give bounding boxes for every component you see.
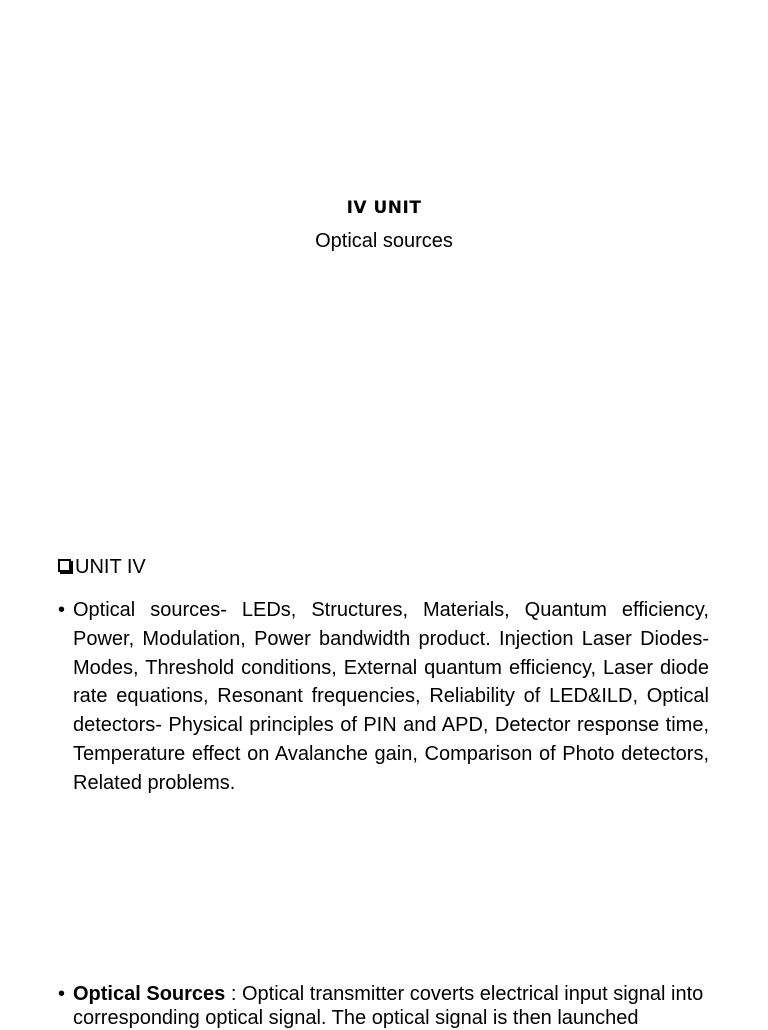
optical-sources-text: Optical transmitter coverts electrical input signal into corresponding optical signal. The optical signal is then launched <box>73 983 704 1029</box>
unit-heading-label: UNIT IV <box>75 556 146 578</box>
page-title: IV UNIT <box>346 198 422 218</box>
syllabus-bullet <box>58 596 709 798</box>
optical-sources-separator: : <box>225 983 242 1005</box>
optical-sources-term: Optical Sources <box>73 983 226 1005</box>
unit-heading <box>58 554 146 580</box>
optical-sources-paragraph <box>73 982 709 1030</box>
syllabus-text: Optical sources- LEDs, Structures, Materials, Quantum efficiency, Power, Modulation, Power bandwidth product. Injection Laser Diodes- Modes, Threshold conditions, External quantum efficiency, Laser diode rate equations, Resonant frequencies, Reliability of LED&ILD, Optical detectors- Physical principles of PIN and APD, Detector response time, Temperature effect on Avalanche gain, Comparison of Photo detectors, Related problems. <box>73 599 709 794</box>
square-bullet-icon <box>58 559 71 572</box>
bullet-icon: • <box>58 599 66 621</box>
page-subtitle: Optical sources <box>315 230 453 252</box>
optical-sources-bullet <box>58 982 709 1030</box>
bullet-icon: • <box>58 983 66 1005</box>
